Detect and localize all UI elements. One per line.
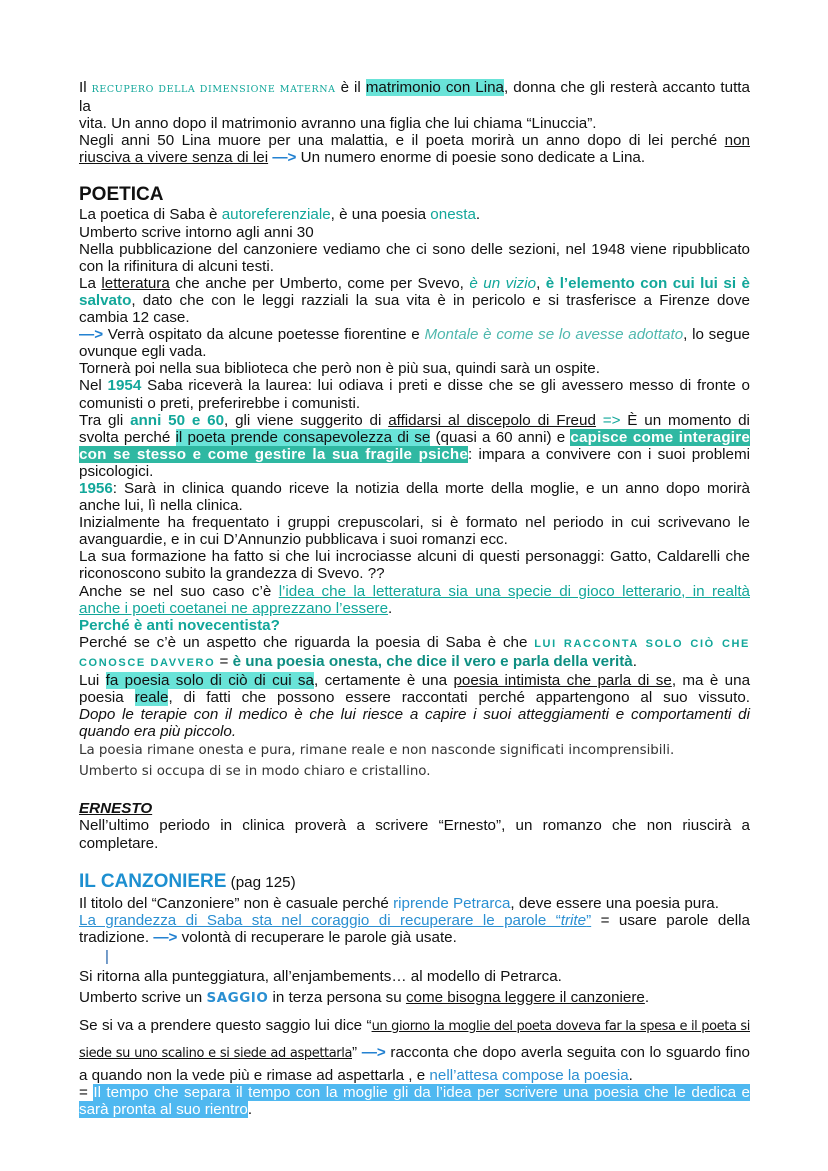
poetica-line-g2: comunisti o preti, preferirebbe i comunisti. <box>79 394 361 412</box>
poetica-line-d2 <box>79 292 750 309</box>
poetica-heading: POETICA <box>79 184 164 206</box>
discepolo-freud: affidarsi al discepolo di Freud <box>388 411 596 429</box>
ernesto-line-2: completare. <box>79 834 159 852</box>
poetica-line-e2: ovunque egli vada. <box>79 343 207 361</box>
text: ” <box>352 1043 358 1061</box>
text: La grandezza di Saba sta nel coraggio di recuperare le parole “ <box>79 911 561 929</box>
text: è il <box>340 79 361 96</box>
poetica-line-h3 <box>79 446 750 463</box>
canzoniere-line-b1 <box>79 912 750 929</box>
text: Il <box>79 79 87 96</box>
elemento-salvato: è l’elemento con cui lui si è <box>545 274 750 292</box>
text: : impara a convivere con i suoi problemi <box>467 445 750 463</box>
poetica-line-h2 <box>79 429 750 446</box>
text: . <box>247 1101 253 1119</box>
text: , <box>536 274 541 292</box>
saggio: SAGGIO <box>206 989 269 1006</box>
text: a quando non la vede più e rimase ad aspettarla , e <box>79 1066 426 1084</box>
text: Perché se c’è un aspetto che riguarda la poesia di Saba è che <box>79 633 528 651</box>
poetica-line-p2: quando era più piccolo. <box>79 723 237 741</box>
poetica-line-o2 <box>79 689 750 706</box>
attesa-poesia: nell’attesa compose la poesia <box>429 1066 629 1084</box>
recupero-dimensione-materna: RECUPERO DELLA DIMENSIONE MATERNA <box>91 84 336 95</box>
anti-novecentista-question: Perché è anti novecentista? <box>79 616 280 634</box>
matrimonio-highlight: matrimonio con Lina <box>365 79 505 96</box>
canzoniere-line-d <box>79 987 750 1009</box>
poeti-coetanei: anche i poeti coetanei ne apprezzano l’essere <box>79 599 389 617</box>
text: racconta che dopo averla seguita con lo sguardo fino <box>390 1043 750 1061</box>
riprende-petrarca: riprende Petrarca <box>393 894 511 912</box>
onesta: onesta <box>430 206 476 224</box>
poetica-line-h1 <box>79 412 750 429</box>
text: , lo segue <box>683 326 750 344</box>
text: . <box>475 206 481 224</box>
poetica-line-a <box>79 206 750 223</box>
arrow-icon: —> <box>153 928 178 946</box>
anni-50-60: anni 50 e 60 <box>130 411 225 429</box>
year-1956: 1956 <box>79 479 113 497</box>
poetica-line-i1 <box>79 480 750 497</box>
consapevolezza-highlight: il poeta prende consapevolezza di se <box>175 428 431 446</box>
intro-line-4 <box>79 149 750 166</box>
poetica-line-r: Umberto si occupa di se in modo chiaro e cristallino. <box>79 764 431 780</box>
reale-highlight: reale <box>134 689 169 707</box>
poetica-line-e1 <box>79 326 750 343</box>
psiche-highlight: con se stesso e come gestire la sua fragile psiche <box>79 445 468 463</box>
document-body <box>79 79 750 1118</box>
canzoniere-line-e3 <box>79 1067 750 1084</box>
text: Il titolo del “Canzoniere” non è casuale perché <box>79 894 389 912</box>
poetica-line-l2 <box>79 600 750 617</box>
text: , ma è una <box>671 672 751 689</box>
poetica-line-g1 <box>79 377 750 394</box>
year-1954: 1954 <box>107 377 142 395</box>
canzoniere-title: IL CANZONIERE <box>79 870 227 892</box>
ernesto-heading: ERNESTO <box>79 800 153 818</box>
text: = <box>79 1084 88 1102</box>
intro-line-2: vita. Un anno dopo il matrimonio avranno una figlia che lui chiama “Linuccia”. <box>79 115 597 133</box>
text: , gli viene suggerito di <box>224 411 382 429</box>
arrow-icon: —> <box>361 1043 386 1061</box>
text: svolta perché <box>79 428 171 446</box>
text: . <box>632 652 637 670</box>
text: Negli anni 50 Lina muore per una malattia, e il poeta morirà un anno dopo di lei perché <box>79 132 718 150</box>
poetica-line-b: Umberto scrive intorno agli anni 30 <box>79 223 314 241</box>
poetica-line-p1: Dopo le terapie con il medico è che lui riesce a capire i suoi atteggiamenti e comportamenti di <box>79 706 750 724</box>
text: Lui <box>79 672 100 689</box>
fa-poesia-highlight: fa poesia solo di ciò di cui sa <box>105 672 314 689</box>
underlined-text: non <box>724 132 750 150</box>
poetica-line-i2: anche lui, lì nella clinica. <box>79 497 243 515</box>
poetica-line-k1: La sua formazione ha fatto si che lui incrociasse alcuni di questi personaggi: Gatto, Caldarelli che <box>79 548 750 566</box>
text: ” <box>586 911 592 929</box>
ernesto-line-1: Nell’ultimo periodo in clinica proverà a scrivere “Ernesto”, un romanzo che non riuscirà a <box>79 817 750 835</box>
text: . <box>644 988 650 1006</box>
intro-line-3 <box>79 132 750 149</box>
poesia-intimista: poesia intimista che parla di se <box>453 672 672 689</box>
letteratura: letteratura <box>101 274 170 292</box>
text: La poetica di Saba è <box>79 206 218 224</box>
poetica-line-j2: avanguardie, e in cui D’Annunzio pubblicava i suoi romanzi ecc. <box>79 531 508 549</box>
poetica-line-q: La poesia rimane onesta e pura, rimane reale e non nasconde significati incomprensibili. <box>79 743 675 759</box>
come-leggere: come bisogna leggere il canzoniere <box>405 988 645 1006</box>
trite: trite <box>560 911 587 929</box>
poesia-onesta: è una poesia onesta, che dice il vero e parla della verità <box>232 652 633 670</box>
saggio-quote: un giorno la moglie del poeta doveva far la spesa e il poeta si <box>371 1018 750 1034</box>
poetica-line-d1 <box>79 275 750 292</box>
poetica-line-o1 <box>79 672 750 689</box>
text: volontà di recuperare le parole già usate. <box>181 928 457 946</box>
poetica-line-j1: Inizialmente ha frequentato i gruppi crepuscolari, si è formato nel periodo in cui scrivevano le <box>79 514 750 532</box>
text: , dato che con le leggi razziali la sua vita è in pericolo e si trasferisce a Firenze dove <box>131 291 750 309</box>
rientro-highlight: sarà pronta al suo rientro <box>79 1101 248 1119</box>
text: che anche per Umberto, come per Svevo, <box>175 274 464 292</box>
poetica-line-c1: Nella pubblicazione del canzoniere vediamo che ci sono delle sezioni, nel 1948 viene ripubblicato <box>79 240 750 258</box>
text: , di fatti che possono essere raccontati perché appartengono al suo vissuto. <box>168 689 750 707</box>
canzoniere-line-f1 <box>79 1084 750 1101</box>
poetica-line-k2: riconoscono subito la grandezza di Svevo. ?? <box>79 565 385 583</box>
canzoniere-line-e1 <box>79 1013 750 1040</box>
text: = <box>219 652 229 670</box>
conosce-davvero: CONOSCE DAVVERO <box>79 656 216 669</box>
text: = usare parole della <box>600 911 750 929</box>
underlined-text: riusciva a vivere senza di lei <box>79 149 269 167</box>
text: , donna che gli resterà accanto tutta la <box>79 79 750 116</box>
tempo-highlight: Il tempo che separa il tempo con la moglie gli da l’idea per scrivere una poesia che le dedica e <box>93 1084 750 1102</box>
vizio: è un vizio <box>469 274 537 292</box>
text: Saba riceverà la laurea: lui odiava i preti e disse che se gli avessero messo di fronte o <box>147 377 750 395</box>
text: . <box>388 599 393 617</box>
poetica-line-d3: cambia 12 case. <box>79 309 190 327</box>
poetica-line-l1 <box>79 583 750 600</box>
text: , deve essere una poesia pura. <box>510 894 719 912</box>
canzoniere-line-b2 <box>79 929 750 946</box>
poetica-line-n1 <box>79 634 750 653</box>
text: : Sarà in clinica quando riceve la notizia della morte della moglie, e un anno dopo morirà <box>112 479 750 497</box>
intro-line-1 <box>79 79 750 115</box>
poetica-line-n2 <box>79 653 750 672</box>
text: Verrà ospitato da alcune poetesse fiorentine e <box>107 326 420 344</box>
arrow-icon: —> <box>79 326 104 344</box>
implies-arrow-icon: => <box>602 411 621 429</box>
text: poesia <box>79 689 124 707</box>
poetica-line-h4: psicologici. <box>79 462 154 480</box>
arrow-icon: —> <box>272 149 297 167</box>
canzoniere-line-c: Si ritorna alla punteggiatura, all’enjambements… al modello di Petrarca. <box>79 967 562 985</box>
text: Anche se nel suo caso c’è <box>79 582 272 600</box>
montale: Montale è come se lo avesse adottato <box>424 326 684 344</box>
text: . <box>628 1066 633 1084</box>
gioco-letterario: l’idea che la letteratura sia una specie di gioco letterario, in realtà <box>278 582 750 600</box>
canzoniere-heading <box>79 870 750 895</box>
text: La <box>79 274 96 292</box>
salvato: salvato <box>79 291 132 309</box>
racconta-solo: LUI RACCONTA SOLO CIÒ CHE <box>534 637 750 650</box>
text: Un numero enorme di poesie sono dedicate a Lina. <box>300 149 646 167</box>
poetica-line-c2: con la rifinitura di alcuni testi. <box>79 257 274 275</box>
interagire-highlight: capisce come interagire <box>570 428 750 446</box>
canzoniere-line-f2 <box>79 1101 750 1118</box>
text-cursor-icon: | <box>105 947 109 965</box>
text: Tra gli <box>79 411 124 429</box>
text: tradizione. <box>79 928 150 946</box>
text: Umberto scrive un <box>79 988 203 1006</box>
canzoniere-line-a <box>79 895 750 912</box>
text: (quasi a 60 anni) e <box>435 428 566 446</box>
text: , è una poesia <box>330 206 427 224</box>
grandezza-saba <box>79 912 591 929</box>
saggio-quote-end: siede su uno scalino e si siede ad aspettarla <box>79 1045 353 1061</box>
autoreferenziale: autoreferenziale <box>221 206 331 224</box>
poetica-line-f: Tornerà poi nella sua biblioteca che però non è più sua, quindi sarà un ospite. <box>79 360 600 378</box>
page-reference: (pag 125) <box>230 873 296 891</box>
text: , certamente è una <box>313 672 448 689</box>
text: È un momento di <box>627 411 750 429</box>
canzoniere-line-e2 <box>79 1040 750 1067</box>
text: Se si va a prendere questo saggio lui dice “ <box>79 1016 372 1034</box>
text: in terza persona su <box>272 988 402 1006</box>
text: Nel <box>79 377 102 395</box>
